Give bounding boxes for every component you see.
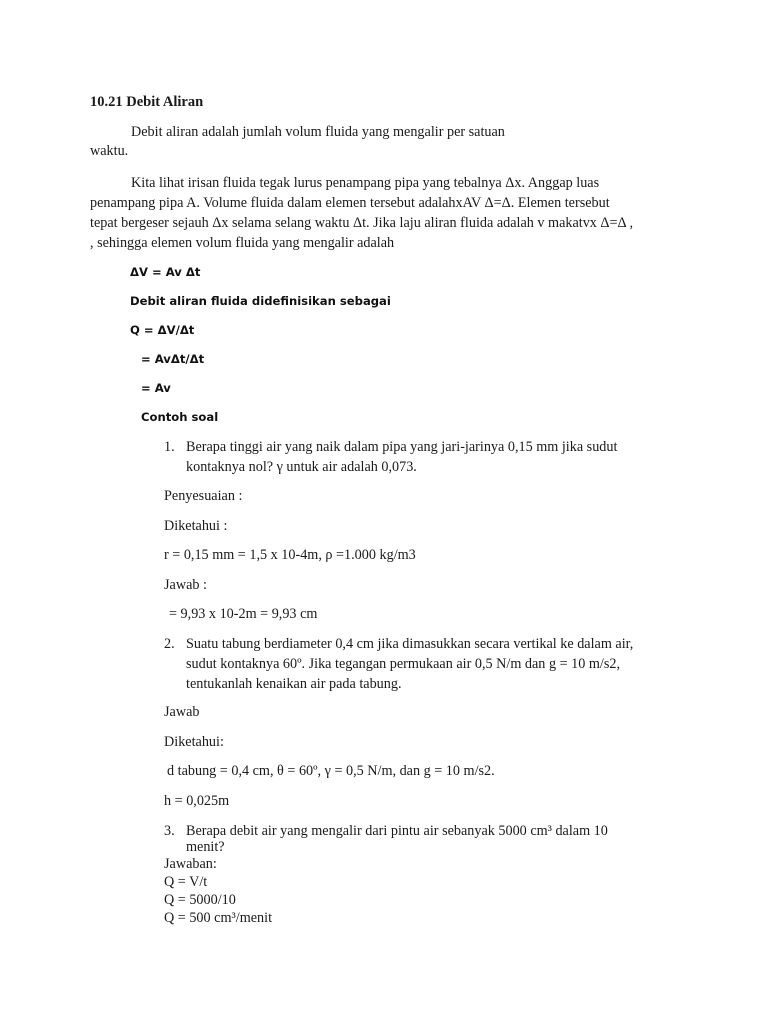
problem3-step-1: Q = V/t [164, 874, 208, 890]
formula-q-2: = AvΔt/Δt [141, 352, 205, 366]
problem1-answer: = 9,93 x 10-2m = 9,93 cm [169, 606, 318, 622]
problem2-diketahui: Diketahui: [164, 734, 224, 750]
problem2-jawab: Jawab [164, 704, 200, 720]
definition-line: Debit aliran fluida didefinisikan sebagai [130, 294, 391, 308]
problem1-diketahui: Diketahui : [164, 518, 228, 534]
paragraph2-line-4: , sehingga elemen volum fluida yang mengalir adalah [90, 235, 395, 251]
example-heading: Contoh soal [141, 410, 219, 424]
problem2-line-1: Suatu tabung berdiameter 0,4 cm jika dimasukkan secara vertikal ke dalam air, [186, 636, 634, 652]
problem3-number: 3. [164, 823, 175, 839]
problem2-number: 2. [164, 636, 175, 652]
paragraph2-line-1: Kita lihat irisan fluida tegak lurus penampang pipa yang tebalnya Δx. Anggap luas [131, 175, 600, 191]
problem2-answer: h = 0,025m [164, 793, 230, 809]
section-title: 10.21 Debit Aliran [90, 94, 204, 110]
problem3-jawaban: Jawaban: [164, 856, 217, 872]
formula-q-3: = Av [141, 381, 171, 395]
formula-delta-v: ΔV = Av Δt [130, 265, 201, 279]
paragraph2-line-3: tepat bergeser sejauh Δx selama selang waktu Δt. Jika laju aliran fluida adalah v makatvx Δ=Δ , [90, 215, 633, 231]
problem1-line-1: Berapa tinggi air yang naik dalam pipa yang jari-jarinya 0,15 mm jika sudut [186, 439, 618, 455]
intro-line-2: waktu. [90, 143, 129, 159]
problem2-given: d tabung = 0,4 cm, θ = 60º, γ = 0,5 N/m, dan g = 10 m/s2. [167, 763, 495, 779]
formula-q-1: Q = ΔV/Δt [130, 323, 195, 337]
problem1-penyesuaian: Penyesuaian : [164, 488, 243, 504]
intro-line-1: Debit aliran adalah jumlah volum fluida yang mengalir per satuan [131, 124, 505, 140]
problem1-jawab: Jawab : [164, 577, 207, 593]
problem3-line-2: menit? [186, 839, 225, 855]
problem2-line-2: sudut kontaknya 60º. Jika tegangan permukaan air 0,5 N/m dan g = 10 m/s2, [186, 656, 621, 672]
problem1-number: 1. [164, 439, 175, 455]
problem3-line-1: Berapa debit air yang mengalir dari pintu air sebanyak 5000 cm³ dalam 10 [186, 823, 608, 839]
problem1-given: r = 0,15 mm = 1,5 x 10-4m, ρ =1.000 kg/m3 [164, 547, 416, 563]
paragraph2-line-2: penampang pipa A. Volume fluida dalam elemen tersebut adalahxAV Δ=Δ. Elemen tersebut [90, 195, 610, 211]
problem3-step-2: Q = 5000/10 [164, 892, 236, 908]
problem3-step-3: Q = 500 cm³/menit [164, 910, 273, 926]
problem1-line-2: kontaknya nol? γ untuk air adalah 0,073. [186, 459, 417, 475]
problem2-line-3: tentukanlah kenaikan air pada tabung. [186, 676, 402, 692]
